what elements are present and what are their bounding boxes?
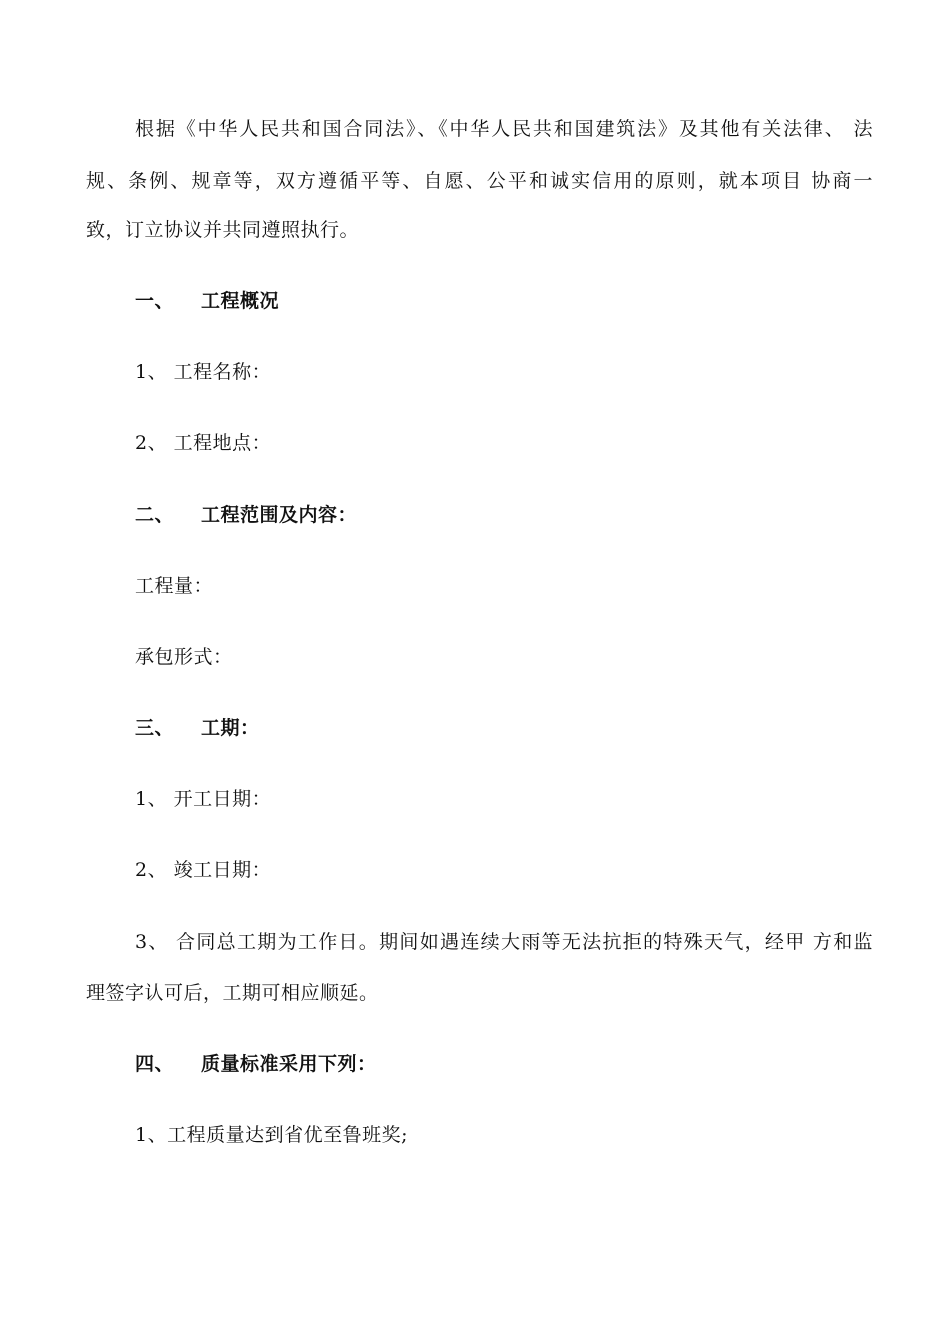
project-location-item: 2、 工程地点： [135,432,272,454]
section-heading-3 [135,716,260,740]
section-number: 四、 [135,1053,175,1075]
project-name-item: 1、 工程名称： [135,361,272,383]
section-number: 二、 [135,504,175,526]
duration-line-2: 理签字认可后，工期可相应顺延。 [86,982,379,1004]
start-date-item: 1、 开工日期： [135,788,272,810]
section-heading-2 [135,503,357,527]
contract-form-item: 承包形式： [135,646,233,668]
section-title: 工程范围及内容： [201,504,358,526]
section-title: 工程概况 [201,290,280,312]
section-heading-4 [135,1052,377,1076]
quality-item-1: 1、工程质量达到省优至鲁班奖; [135,1124,408,1146]
quantity-item: 工程量： [135,575,214,597]
section-number: 一、 [135,290,175,312]
completion-date-item: 2、 竣工日期： [135,859,272,881]
section-title: 工期： [201,717,260,739]
intro-line-1: 根据《中华人民共和国合同法》、《中华人民共和国建筑法》及其他有关法律、 法 [135,118,873,140]
intro-line-3: 致，订立协议并共同遵照执行。 [86,219,360,241]
section-number: 三、 [135,717,175,739]
section-title: 质量标准采用下列： [201,1053,377,1075]
section-heading-1 [135,289,279,313]
duration-line-1: 3、 合同总工期为工作日。期间如遇连续大雨等无法抗拒的特殊天气，经甲 方和监 [135,931,873,953]
intro-line-2: 规、条例、规章等，双方遵循平等、自愿、公平和诚实信用的原则，就本项目 协商一 [86,170,873,192]
